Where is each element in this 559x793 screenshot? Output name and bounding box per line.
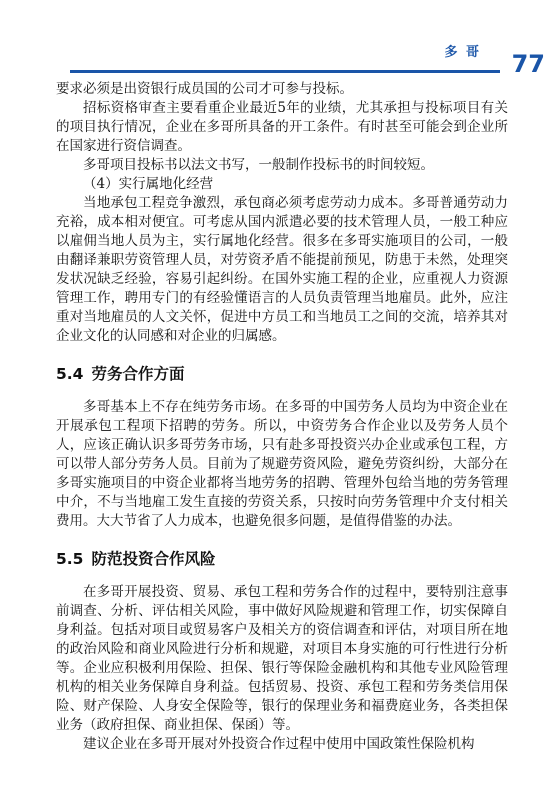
header-rule <box>70 70 500 73</box>
paragraph-bid-language: 多哥项目投标书以法文书写，一般制作投标书的时间较短。 <box>83 157 434 173</box>
paragraph-labor-market: 多哥基本上不存在纯劳务市场。在多哥的中国劳务人员均为中资企业在开展承包工程项下招聘的劳务。所以，中资劳务合作企业以及劳务人员个人，应该正确认识多哥劳务市场，只有赴多哥投资兴办企业或承包工程，方可以带人部分劳务人员。目前为了规避劳资风险，避免劳资纠纷，大部分在多哥实施项目的中资企业都将当地劳务的招聘、管理外包给当地的劳务管理中介，不与当地雇工发生直接的劳资关系，只按时向劳务管理中介支付相关费用。大大节省了人力成本，也避免很多问题，是值得借鉴的办法。 <box>56 399 508 529</box>
section-heading-5-5 <box>56 549 508 569</box>
subheading-localization: （4）实行属地化经营 <box>83 176 214 192</box>
paragraph-localization: 当地承包工程竞争激烈，承包商必须考虑劳动力成本。多哥普通劳动力充裕，成本相对便宜。可考虑从国内派遣必要的技术管理人员，一般工种应以雇佣当地人员为主，实行属地化经营。很多在多哥实施项目的公司，一般由翻译兼职劳资管理人员，对劳资矛盾不能提前预见，防患于未然，处理突发状况缺乏经验，容易引起纠纷。在国外实施工程的企业，应重视人力资源管理工作，聘用专门的有经验懂语言的人员负责管理当地雇员。此外，应注重对当地雇员的人文关怀，促进中方员工和当地员工之间的交流，培养其对企业文化的认同感和对企业的归属感。 <box>56 195 508 344</box>
section-number: 5.5 <box>56 550 84 568</box>
section-title: 防范投资合作风险 <box>91 550 216 568</box>
section-title: 劳务合作方面 <box>91 365 185 383</box>
section-number: 5.4 <box>56 365 84 383</box>
section-heading-5-4 <box>56 364 508 384</box>
page-number: 77 <box>511 50 545 78</box>
paragraph-risk-prevention: 在多哥开展投资、贸易、承包工程和劳务合作的过程中，要特别注意事前调查、分析、评估相关风险，事中做好风险规避和管理工作，切实保障自身利益。包括对项目或贸易客户及相关方的资信调查和评估，对项目所在地的政治风险和商业风险进行分析和规避，对项目本身实施的可行性进行分析等。企业应积极利用保险、担保、银行等保险金融机构和其他专业风险管理机构的相关业务保障自身利益。包括贸易、投资、承包工程和劳务类信用保险、财产保险、人身安全保险等，银行的保理业务和福费庭业务，各类担保业务（政府担保、商业担保、保函）等。 <box>56 584 508 733</box>
header-title: 多 哥 <box>444 45 481 60</box>
page-header <box>0 0 559 90</box>
paragraph-qualification: 招标资格审查主要看重企业最近5年的业绩，尤其承担与投标项目有关的项目执行情况，企业在多哥所具备的开工条件。有时甚至可能会到企业所在国家进行资信调查。 <box>56 100 508 154</box>
paragraph-continuation: 要求必须是出资银行成员国的公司才可参与投标。 <box>56 81 353 97</box>
paragraph-insurance-advice: 建议企业在多哥开展对外投资合作过程中使用中国政策性保险机构 <box>83 736 475 752</box>
main-content <box>56 80 508 754</box>
